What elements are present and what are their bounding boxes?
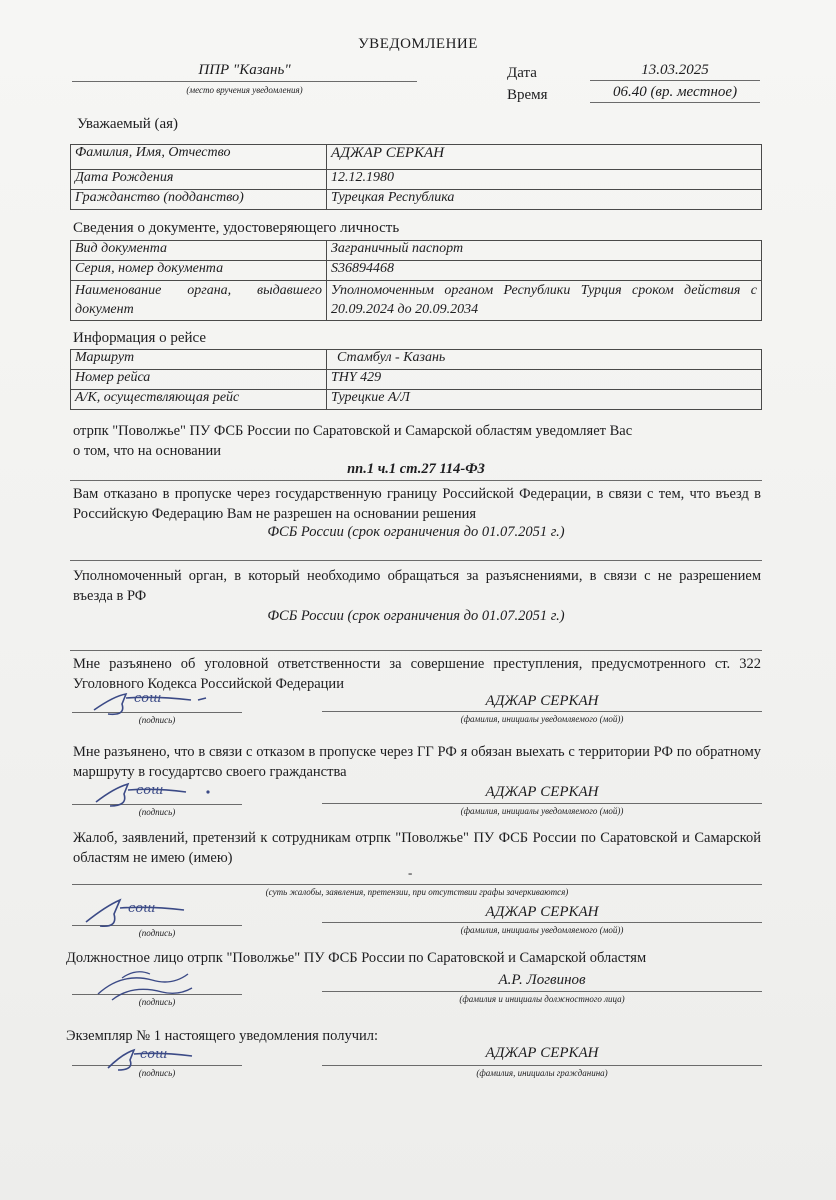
signature-caption-3: (подпись) [138, 928, 176, 938]
document-title: УВЕДОМЛЕНИЕ [358, 36, 478, 52]
table-row [71, 390, 762, 410]
svg-text:сош: сош [136, 783, 164, 798]
doc-type-value: Заграничный паспорт [327, 241, 762, 261]
signature-caption-1: (подпись) [138, 715, 176, 725]
table-row [71, 170, 762, 190]
airline-value: Турецкие А/Л [327, 390, 762, 410]
svg-text:сош: сош [128, 901, 156, 916]
officer-signature-icon [92, 962, 202, 1006]
name-caption-1: (фамилия, инициалы уведомляемого (мой)) [460, 714, 624, 724]
document-table [70, 240, 762, 321]
decision-1: ФСБ России (срок ограничения до 01.07.2051 г.) [267, 524, 565, 540]
route-value: Стамбул - Казань [327, 350, 762, 370]
doc-number-value: S36894468 [327, 261, 762, 281]
decision-1-line [70, 560, 762, 561]
legal-basis: пп.1 ч.1 ст.27 114-ФЗ [347, 461, 485, 477]
place-value: ППР "Казань" [198, 62, 291, 78]
flight-heading: Информация о рейсе [73, 330, 207, 346]
person-citizenship-key: Гражданство (подданство) [71, 190, 327, 210]
doc-issuer-key: Наименование органа, выдавшего документ [71, 281, 327, 321]
person-citizenship-value: Турецкая Республика [327, 190, 762, 210]
table-row [71, 261, 762, 281]
table-row [71, 190, 762, 210]
person-birth-value: 12.12.1980 [327, 170, 762, 190]
signature-caption-2: (подпись) [138, 807, 176, 817]
citizen-line [322, 1065, 762, 1066]
section-5-name: АДЖАР СЕРКАН [485, 1045, 599, 1061]
complaint-line [72, 884, 762, 885]
signature-caption-4: (подпись) [138, 997, 176, 1007]
svg-text:сош: сош [134, 691, 162, 706]
officer-caption: (фамилия и инициалы должностного лица) [459, 994, 625, 1004]
place-line [72, 81, 417, 82]
table-row [71, 281, 762, 321]
decision-2-line [70, 650, 762, 651]
name-line-1 [322, 711, 762, 712]
section-1-name: АДЖАР СЕРКАН [485, 693, 599, 709]
decision-2: ФСБ России (срок ограничения до 01.07.2051 г.) [267, 608, 565, 624]
section-3-name: АДЖАР СЕРКАН [485, 904, 599, 920]
signature-5-icon [100, 1040, 210, 1076]
svg-text:сош: сош [140, 1047, 168, 1062]
section-2-name: АДЖАР СЕРКАН [485, 784, 599, 800]
table-row [71, 145, 762, 170]
signature-3-icon [80, 892, 220, 932]
intro-line-1: отрпк "Поволжье" ПУ ФСБ России по Саратовской и Самарской областям уведомляет Вас [73, 423, 633, 439]
table-row [71, 350, 762, 370]
section-4-text: Должностное лицо отрпк "Поволжье" ПУ ФСБ России по Саратовской и Самарской областям [66, 950, 647, 966]
airline-key: А/К, осуществляющая рейс [71, 390, 327, 410]
date-label: Дата [507, 65, 537, 81]
signature-2-icon [86, 776, 226, 810]
document-heading: Сведения о документе, удостоверяющего личность [73, 220, 400, 236]
person-name-value: АДЖАР СЕРКАН [327, 145, 762, 170]
route-key: Маршрут [71, 350, 327, 370]
table-row [71, 241, 762, 261]
time-label: Время [507, 87, 548, 103]
officer-name: А.Р. Логвинов [498, 972, 586, 988]
section-5-text: Экземпляр № 1 настоящего уведомления получил: [66, 1028, 379, 1044]
person-table [70, 144, 762, 210]
flight-number-value: THY 429 [327, 370, 762, 390]
flight-number-key: Номер рейса [71, 370, 327, 390]
date-line [590, 80, 760, 81]
name-line-2 [322, 803, 762, 804]
doc-number-key: Серия, номер документа [71, 261, 327, 281]
table-row [71, 370, 762, 390]
name-caption-3: (фамилия, инициалы уведомляемого (мой)) [460, 925, 624, 935]
place-caption: (место вручения уведомления) [186, 85, 303, 95]
authority-text: Уполномоченный орган, в который необходимо обращаться за разъяснениями, в связи с не разрешением въезда в РФ [73, 568, 761, 604]
section-3-dash: - [408, 865, 413, 880]
time-line [590, 102, 760, 103]
greeting: Уважаемый (ая) [77, 116, 179, 132]
name-line-3 [322, 922, 762, 923]
refusal-text: Вам отказано в пропуске через государственную границу Российской Федерации, в связи с тем, что въезд в Российскую Федерацию Вам не разрешен на основании решения [73, 486, 761, 522]
section-2-text: Мне разъянено, что в связи с отказом в пропуске через ГГ РФ я обязан выехать с территории РФ по обратному маршруту в государтсво своего гражданства [73, 744, 761, 780]
flight-table [70, 349, 762, 410]
time-value: 06.40 (вр. местное) [612, 84, 738, 100]
intro-line-2: о том, что на основании [73, 443, 221, 459]
signature-caption-5: (подпись) [138, 1068, 176, 1078]
section-3-text: Жалоб, заявлений, претензий к сотрудникам отрпк "Поволжье" ПУ ФСБ России по Саратовской и Самарской областям не имею (имею) [73, 830, 761, 866]
basis-line [70, 480, 762, 481]
section-1-text: Мне разъянено об уголовной ответственности за совершение преступления, предусмотренного ст. 322 Уголовного Кодекса Российской Федерации [73, 656, 761, 692]
name-caption-2: (фамилия, инициалы уведомляемого (мой)) [460, 806, 624, 816]
citizen-caption: (фамилия, инициалы гражданина) [476, 1068, 608, 1078]
person-name-key: Фамилия, Имя, Отчество [71, 145, 327, 170]
signature-1-icon [86, 686, 226, 720]
date-value: 13.03.2025 [641, 62, 709, 78]
officer-line [322, 991, 762, 992]
doc-issuer-value: Уполномоченным органом Республики Турция сроком действия с 20.09.2024 до 20.09.2034 [327, 281, 762, 321]
complaint-caption: (суть жалобы, заявления, претензии, при отсутствии графы зачеркиваются) [265, 887, 569, 897]
doc-type-key: Вид документа [71, 241, 327, 261]
person-birth-key: Дата Рождения [71, 170, 327, 190]
